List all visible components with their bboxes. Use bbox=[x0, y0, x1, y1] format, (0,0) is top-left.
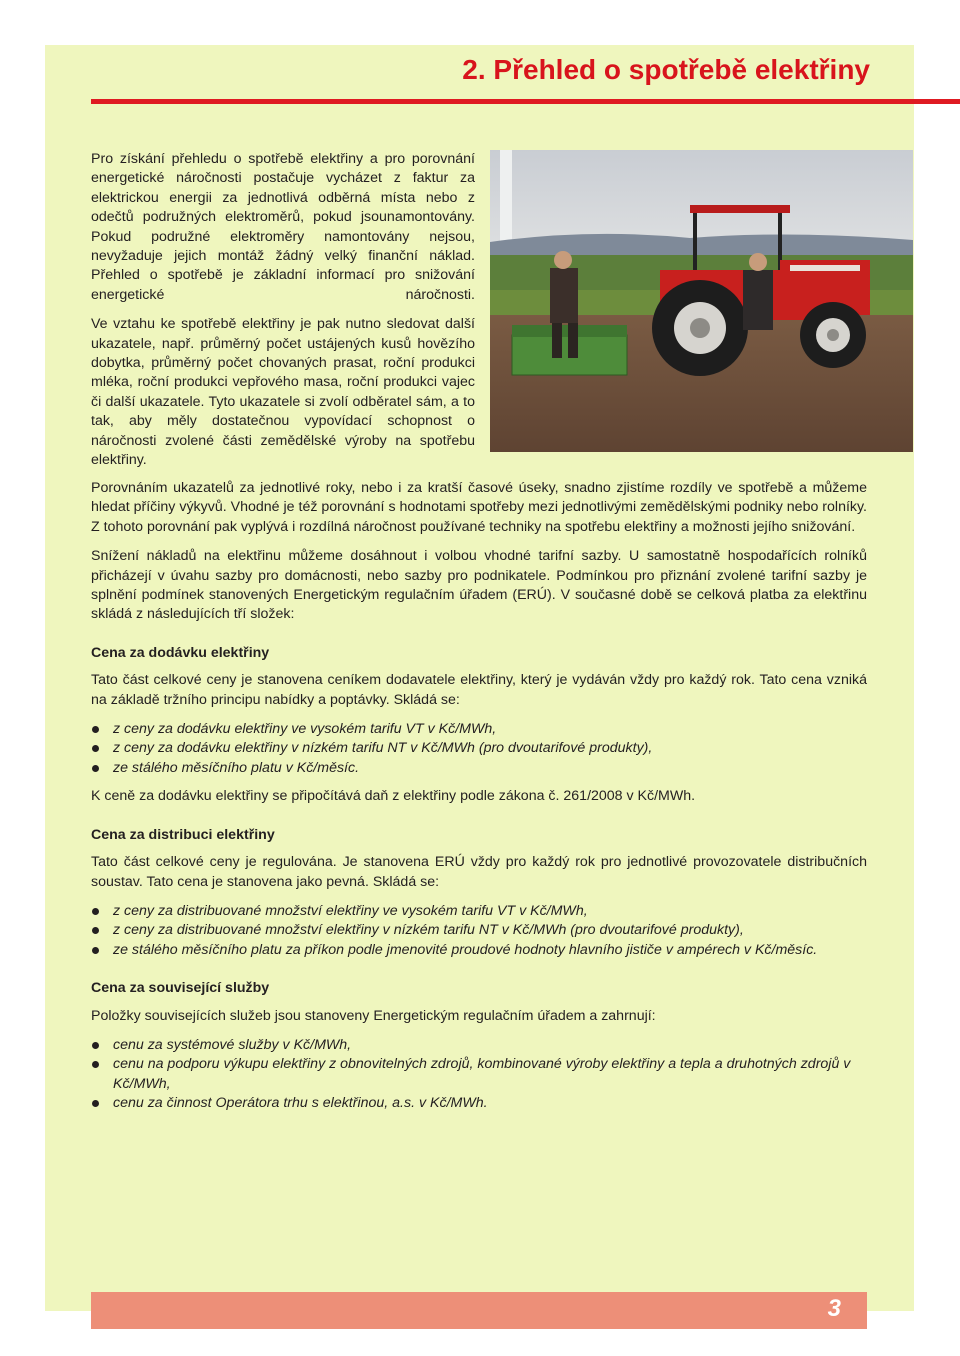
intro-column bbox=[91, 150, 475, 481]
bullet-icon bbox=[92, 726, 99, 733]
tractor-field-photo bbox=[490, 150, 913, 452]
main-content bbox=[91, 479, 867, 1123]
page-title: 2. Přehled o spotřebě elektřiny bbox=[462, 54, 870, 85]
section-text-sluzby: Položky souvisejících služeb jsou stanoveny Energetickým regulačním úřadem a zahrnují: bbox=[91, 1007, 656, 1024]
section-text-distribuce: Tato část celkové ceny je regulována. Je stanovena ERÚ vždy pro každý rok pro jednotlivé provozovatele distribučních soustav. Tato cena je stanovena jako pevná. Skládá se: bbox=[91, 854, 867, 890]
bullet-list-distribuce bbox=[91, 902, 867, 960]
bullet-list-dodavka bbox=[91, 720, 867, 778]
intro-paragraph-1: Pro získání přehledu o spotřebě elektřiny a pro porovnání energetické náročnosti postačuje vycházet z faktur za elektrickou energii za jednotlivá odběrná místa nebo z odečtů podružných elektroměrů, pokud jsounamontovány. Pokud podružné elektroměry namontovány nejsou, nevyžaduje jejich montáž žádný velký finanční náklad. Přehled o spotřebě je základní informací pro snižování energetické náročnosti. bbox=[91, 151, 475, 303]
bullet-icon bbox=[92, 745, 99, 752]
bullet-icon bbox=[92, 927, 99, 934]
list-item: cenu za systémové služby v Kč/MWh, bbox=[91, 1036, 867, 1055]
bullet-icon bbox=[92, 1061, 99, 1068]
list-item: z ceny za dodávku elektřiny ve vysokém tarifu VT v Kč/MWh, bbox=[91, 720, 867, 739]
intro-paragraph-2: Ve vztahu ke spotřebě elektřiny je pak nutno sledovat další ukazatele, např. průměrný počet ustájených kusů hovězího dobytka, průměrný počet chovaných prasat, roční produkci mléka, roční produkci vepřového masa, roční produkci vajec či další ukazatele. Tyto ukazatele si zvolí odběratel sám, a to tak, aby měly dostatečnou vypovídací schopnost o náročnosti zvolené části zemědělské výroby na spotřebu elektřiny. bbox=[91, 316, 475, 469]
bullet-icon bbox=[92, 1042, 99, 1049]
list-item: ze stálého měsíčního platu za příkon podle jmenovité proudové hodnoty hlavního jističe v ampérech v Kč/měsíc. bbox=[91, 941, 867, 960]
body-paragraph-4: Snížení nákladů na elektřinu můžeme dosáhnout i volbou vhodné tarifní sazby. U samostatně hospodařících rolníků přicházejí v úvahu sazby pro domácnosti, nebo sazby pro podnikatele. Podmínkou pro přiznání zvolené tarifní sazby je splnění podmínek stanovených Energetickým regulačním úřadem (ERÚ). V současné době se celková platba za elektřinu skládá z následujících tří složek: bbox=[91, 548, 867, 623]
photo-illustration bbox=[490, 150, 913, 452]
list-item: cenu za činnost Operátora trhu s elektřinou, a.s. v Kč/MWh. bbox=[91, 1094, 867, 1113]
list-item: z ceny za distribuované množství elektřiny ve vysokém tarifu VT v Kč/MWh, bbox=[91, 902, 867, 921]
section-heading-dodavka: Cena za dodávku elektřiny bbox=[91, 644, 270, 661]
bullet-icon bbox=[92, 947, 99, 954]
section-heading-sluzby: Cena za související služby bbox=[91, 980, 270, 997]
body-paragraph-3: Porovnáním ukazatelů za jednotlivé roky, nebo i za kratší časové úseky, snadno zjistíme rozdíly ve spotřebě a můžeme hledat příčiny výkyvů. Vhodné je též porovnání s hodnotami spotřeby mezi jednotlivými zemědělskými podniky nebo rolníky. Z tohoto porovnání pak vyplývá i rozdílná náročnost používané techniky na spotřebu elektřiny a možnosti jejího snižování. bbox=[91, 480, 867, 535]
bullet-icon bbox=[92, 1100, 99, 1107]
section-heading-distribuce: Cena za distribuci elektřiny bbox=[91, 826, 275, 843]
list-item: z ceny za distribuované množství elektřiny v nízkém tarifu NT v Kč/MWh (pro dvoutarifové produkty), bbox=[91, 921, 867, 940]
list-item: ze stálého měsíčního platu v Kč/měsíc. bbox=[91, 759, 867, 778]
list-item: cenu na podporu výkupu elektřiny z obnovitelných zdrojů, kombinované výroby elektřiny a tepla a druhotných zdrojů v Kč/MWh, bbox=[91, 1055, 867, 1094]
bullet-icon bbox=[92, 765, 99, 772]
footer-bar bbox=[91, 1292, 867, 1329]
bullet-icon bbox=[92, 908, 99, 915]
title-underline bbox=[91, 99, 960, 104]
section-text-dodavka: Tato část celkové ceny je stanovena ceníkem dodavatele elektřiny, který je vydáván vždy pro každý rok. Tato cena vzniká na základě tržního principu nabídky a poptávky. Skládá se: bbox=[91, 672, 867, 708]
section-note-dodavka: K ceně za dodávku elektřiny se připočítává daň z elektřiny podle zákona č. 261/2008 v Kč/MWh. bbox=[91, 788, 696, 805]
page-number: 3 bbox=[827, 1295, 841, 1322]
list-item: z ceny za dodávku elektřiny v nízkém tarifu NT v Kč/MWh (pro dvoutarifové produkty), bbox=[91, 739, 867, 758]
bullet-list-sluzby bbox=[91, 1036, 867, 1114]
